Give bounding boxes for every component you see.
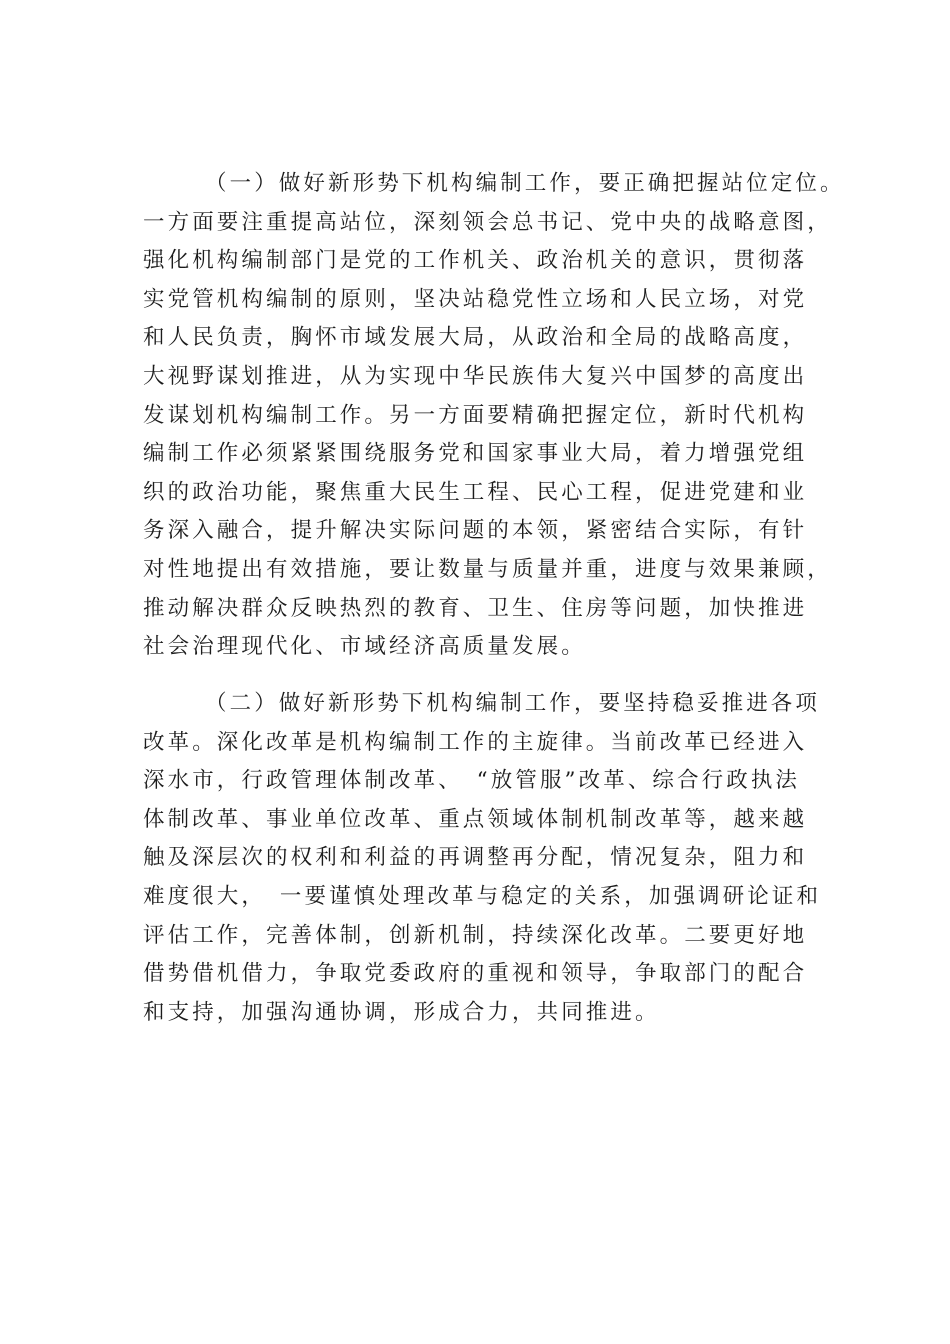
paragraph-line: 一方面要注重提高站位，深刻领会总书记、党中央的战略意图， [143,209,832,235]
paragraph-line: 编制工作必须紧紧围绕服务党和国家事业大局，着力增强党组 [143,441,808,467]
paragraph-line: 和人民负责，胸怀市域发展大局，从政治和全局的战略高度， [143,325,808,351]
paragraph-line: 大视野谋划推进，从为实现中华民族伟大复兴中国梦的高度出 [143,363,808,389]
paragraph-line: 改革。深化改革是机构编制工作的主旋律。当前改革已经进入 [143,729,808,755]
paragraph-line: （一）做好新形势下机构编制工作，要正确把握站位定位。 [205,171,845,196]
paragraph-line: 实党管机构编制的原则，坚决站稳党性立场和人民立场，对党 [143,286,808,312]
paragraph-line: 触及深层次的权利和利益的再调整再分配，情况复杂，阻力和 [143,845,808,871]
paragraph-line: 织的政治功能，聚焦重大民生工程、民心工程，促进党建和业 [143,479,808,505]
paragraph-line: 推动解决群众反映热烈的教育、卫生、住房等问题，加快推进 [143,595,808,621]
paragraph-line: 社会治理现代化、市域经济高质量发展。 [143,634,586,660]
paragraph-line: 务深入融合，提升解决实际问题的本领，紧密结合实际，有针 [143,518,808,544]
paragraph-line: 借势借机借力，争取党委政府的重视和领导，争取部门的配合 [143,961,808,987]
paragraph-line: 难度很大， 一要谨慎处理改革与稳定的关系，加强调研论证和 [143,883,822,909]
paragraph-2 [143,685,822,1032]
paragraph-line: （二）做好新形势下机构编制工作，要坚持稳妥推进各项 [205,691,821,716]
paragraph-line: 发谋划机构编制工作。另一方面要精确把握定位，新时代机构 [143,402,808,428]
paragraph-line: 和支持，加强沟通协调，形成合力，共同推进。 [143,999,660,1025]
paragraph-line: 深水市，行政管理体制改革、 “放管服”改革、综合行政执法 [143,768,801,794]
paragraph-line: 评估工作，完善体制，创新机制，持续深化改革。二要更好地 [143,922,808,948]
paragraph-1 [143,165,845,667]
paragraph-line: 体制改革、事业单位改革、重点领域体制机制改革等，越来越 [143,806,808,832]
paragraph-line: 强化机构编制部门是党的工作机关、政治机关的意识，贯彻落 [143,248,808,274]
paragraph-line: 对性地提出有效措施，要让数量与质量并重，进度与效果兼顾， [143,556,832,582]
